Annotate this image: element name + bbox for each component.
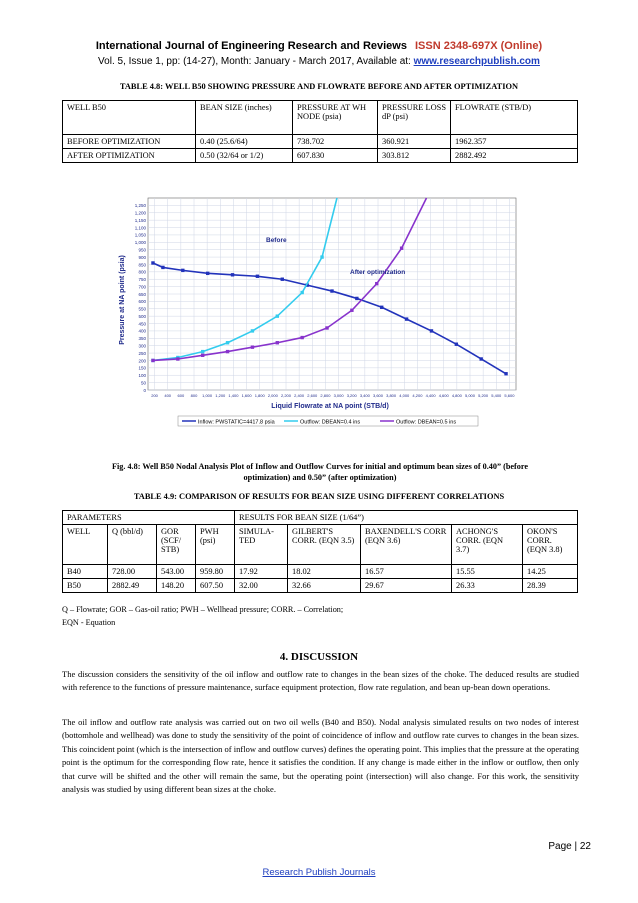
figure-caption-line-2: optimization) and 0.50” (after optimization) xyxy=(243,473,397,482)
x-tick-label: 1,600 xyxy=(241,393,252,398)
series-point-0 xyxy=(405,317,408,320)
x-tick-label: 1,800 xyxy=(254,393,265,398)
table-cell: 28.39 xyxy=(523,579,578,593)
table-cell: 148.20 xyxy=(157,579,196,593)
series-point-0 xyxy=(161,266,164,269)
table-row xyxy=(63,579,578,593)
series-point-2 xyxy=(251,345,254,348)
y-tick-label: 400 xyxy=(138,328,146,334)
y-tick-label: 1,000 xyxy=(134,240,146,246)
x-tick-label: 4,600 xyxy=(438,393,449,398)
y-tick-label: 1,050 xyxy=(134,232,146,238)
chart-y-label: Pressure at NA point (psia) xyxy=(119,255,126,345)
table-cell: B40 xyxy=(63,565,108,579)
x-tick-label: 800 xyxy=(190,393,198,398)
table-cell: BEFORE OPTIMIZATION xyxy=(63,135,196,149)
x-tick-label: 5,600 xyxy=(504,393,515,398)
x-tick-label: 200 xyxy=(151,393,158,398)
y-tick-label: 200 xyxy=(138,358,146,364)
x-tick-label: 3,000 xyxy=(333,393,344,398)
table-header-cell: SIMULA- TED xyxy=(235,525,288,565)
series-point-0 xyxy=(206,272,209,275)
x-tick-label: 3,600 xyxy=(372,393,384,398)
y-tick-label: 450 xyxy=(138,321,146,327)
series-point-0 xyxy=(330,289,333,292)
table-cell: 2882.49 xyxy=(108,579,157,593)
table-cell: 0.50 (32/64 or 1/2) xyxy=(196,149,293,163)
x-tick-label: 3,800 xyxy=(386,393,397,398)
section-heading: 4. DISCUSSION xyxy=(279,651,359,663)
table-cell: 32.00 xyxy=(235,579,288,593)
annotation-before: Before xyxy=(266,237,287,244)
series-point-0 xyxy=(181,269,184,272)
y-tick-label: 1,250 xyxy=(134,203,146,209)
y-tick-label: 50 xyxy=(140,380,146,386)
x-tick-label: 2,400 xyxy=(294,393,305,398)
x-tick-label: 4,200 xyxy=(412,393,423,398)
y-tick-label: 1,200 xyxy=(134,210,146,216)
table-cell: 29.67 xyxy=(361,579,452,593)
y-tick-label: 750 xyxy=(138,277,146,283)
series-point-2 xyxy=(400,247,403,250)
y-tick-label: 550 xyxy=(138,306,146,312)
x-tick-label: 4,000 xyxy=(399,393,410,398)
table-header-cell: WELL xyxy=(63,525,108,565)
x-tick-label: 3,200 xyxy=(346,393,357,398)
x-tick-label: 4,400 xyxy=(425,393,436,398)
x-tick-label: 5,000 xyxy=(464,393,476,398)
series-point-0 xyxy=(504,372,507,375)
table-cell: 14.25 xyxy=(523,565,578,579)
table-cell: 543.00 xyxy=(157,565,196,579)
paragraph-2: The oil inflow and outflow rate analysis was carried out on two oil wells (B40 and B50). Nodal analysis simulated results on two nodes of interest (bottomhole and wellhead) was done to study the sensitivity of the point of coincidence of inflow and outflow rate curves to changes in the bean sizes. This coincident point (which is the intersection of inflow and outflow curves) defines the operating point. This implies that the pressure at the operating point is the optimum for the corresponding flow rate, hence it satisfies the condition. If any change is made either in the inflow or outflow, then only that curve will be shifted and the other will remain the same, but the operating point (intersection) will also change. For this work, the sensitivity analysis was studied by using different bean sizes at the choke. xyxy=(62,717,579,795)
table-header-cell: Q (bbl/d) xyxy=(108,525,157,565)
series-point-1 xyxy=(201,350,204,353)
table-cell: 360.921 xyxy=(378,135,451,149)
y-tick-label: 0 xyxy=(143,387,146,393)
table-4-8 xyxy=(62,100,578,163)
series-point-1 xyxy=(300,291,303,294)
table-header-cell: GILBERT'S CORR. (EQN 3.5) xyxy=(288,525,361,565)
x-tick-label: 1,000 xyxy=(202,393,213,398)
table-note-2: EQN - Equation xyxy=(62,618,116,627)
table-header-cell: ACHONG'S CORR. (EQN 3.7) xyxy=(452,525,523,565)
table-cell: 303.812 xyxy=(378,149,451,163)
legend-label-inflow: Inflow: PWSTATIC=4417.8 psia xyxy=(198,419,275,426)
table-cell: 959.80 xyxy=(196,565,235,579)
table-header-cell: BAXENDELL'S CORR (EQN 3.6) xyxy=(361,525,452,565)
table-row xyxy=(63,135,578,149)
volume-line xyxy=(0,56,638,67)
legend-label-outflow-05: Outflow: DBEAN=0.5 ins xyxy=(396,419,457,426)
figure-caption xyxy=(70,461,570,483)
series-point-0 xyxy=(256,275,259,278)
series-point-1 xyxy=(276,314,279,317)
paragraph-1: The discussion considers the sensitivity of the oil inflow and outflow rate to changes in the bean sizes of the choke. The deduced results are studied with reference to the functions of pressure maintenance, surface equipment protection, flow rate regulation, and bean up-bean down operations. xyxy=(62,669,579,693)
x-tick-label: 5,400 xyxy=(491,393,502,398)
x-tick-label: 4,800 xyxy=(451,393,462,398)
series-point-1 xyxy=(320,255,323,258)
y-tick-label: 850 xyxy=(138,262,146,268)
table-cell: 607.830 xyxy=(293,149,378,163)
series-point-1 xyxy=(226,341,229,344)
figure-caption-line-1: Fig. 4.8: Well B50 Nodal Analysis Plot of Inflow and Outflow Curves for initial and optimum bean sizes of 0.40” (before xyxy=(112,462,528,471)
x-tick-label: 5,200 xyxy=(478,393,489,398)
series-point-0 xyxy=(455,343,458,346)
y-tick-label: 700 xyxy=(138,284,146,290)
table-cell: 18.02 xyxy=(288,565,361,579)
x-tick-label: 400 xyxy=(164,393,172,398)
series-point-0 xyxy=(430,329,433,332)
x-tick-label: 600 xyxy=(177,393,185,398)
table-4-9 xyxy=(62,510,578,593)
table-cell: 15.55 xyxy=(452,565,523,579)
annotation-after-optimization: After optimization xyxy=(350,269,406,276)
y-tick-label: 150 xyxy=(138,365,146,371)
series-point-0 xyxy=(151,261,154,264)
journal-header xyxy=(0,40,638,52)
y-tick-label: 600 xyxy=(138,299,146,305)
volume-text: Vol. 5, Issue 1, pp: (14-27), Month: January - March 2017, Available at: xyxy=(98,56,414,67)
table-4-9-caption: TABLE 4.9: COMPARISON OF RESULTS FOR BEAN SIZE USING DIFFERENT CORRELATIONS xyxy=(133,492,505,501)
y-tick-label: 900 xyxy=(138,254,146,260)
table-cell: 2882.492 xyxy=(451,149,578,163)
series-point-2 xyxy=(151,359,154,362)
table-cell: 1962.357 xyxy=(451,135,578,149)
table-header-cell: WELL B50 xyxy=(63,101,196,135)
nodal-analysis-chart xyxy=(118,190,522,430)
series-point-0 xyxy=(231,273,234,276)
y-tick-label: 800 xyxy=(138,269,146,275)
table-header-cell: PWH (psi) xyxy=(196,525,235,565)
table-note-1: Q – Flowrate; GOR – Gas-oil ratio; PWH – Wellhead pressure; CORR. – Correlation; xyxy=(62,605,344,614)
y-tick-label: 650 xyxy=(138,291,146,297)
table-cell: B50 xyxy=(63,579,108,593)
table-cell: 17.92 xyxy=(235,565,288,579)
y-tick-label: 500 xyxy=(138,313,146,319)
page-number: Page | 22 xyxy=(548,841,591,852)
x-tick-label: 2,000 xyxy=(267,393,278,398)
chart-svg xyxy=(118,190,522,430)
table-row xyxy=(63,149,578,163)
x-tick-label: 3,400 xyxy=(359,393,370,398)
series-point-0 xyxy=(355,297,358,300)
table-cell: 728.00 xyxy=(108,565,157,579)
x-tick-label: 1,200 xyxy=(215,393,226,398)
series-point-0 xyxy=(479,357,482,360)
y-tick-label: 100 xyxy=(138,373,146,379)
legend-label-outflow-04: Outflow: DBEAN=0.4 ins xyxy=(300,419,361,426)
table-cell: 0.40 (25.6/64) xyxy=(196,135,293,149)
table-header-cell: BEAN SIZE (inches) xyxy=(196,101,293,135)
table-cell: 607.50 xyxy=(196,579,235,593)
series-point-2 xyxy=(325,326,328,329)
series-point-2 xyxy=(300,336,303,339)
series-point-2 xyxy=(176,357,179,360)
table-header-cell: GOR (SCF/ STB) xyxy=(157,525,196,565)
table-cell: 738.702 xyxy=(293,135,378,149)
journal-title: International Journal of Engineering Research and Reviews xyxy=(95,40,407,52)
y-tick-label: 350 xyxy=(138,336,146,342)
series-point-2 xyxy=(201,354,204,357)
y-tick-label: 1,150 xyxy=(134,217,146,223)
table-cell: 32.66 xyxy=(288,579,361,593)
series-point-2 xyxy=(375,282,378,285)
table-4-8-caption: TABLE 4.8: WELL B50 SHOWING PRESSURE AND FLOWRATE BEFORE AND AFTER OPTIMIZATION xyxy=(119,82,519,91)
table-header-cell: OKON'S CORR. (EQN 3.8) xyxy=(523,525,578,565)
chart-x-ticks xyxy=(151,393,515,398)
x-tick-label: 2,200 xyxy=(280,393,292,398)
table-cell: AFTER OPTIMIZATION xyxy=(63,149,196,163)
table-header-cell: PRESSURE AT WH NODE (psia) xyxy=(293,101,378,135)
series-point-0 xyxy=(380,306,383,309)
series-point-2 xyxy=(226,350,229,353)
y-tick-label: 300 xyxy=(138,343,146,349)
series-point-0 xyxy=(281,278,284,281)
table-row xyxy=(63,565,578,579)
series-point-2 xyxy=(276,341,279,344)
x-tick-label: 2,800 xyxy=(320,393,331,398)
publisher-footer-link[interactable]: Research Publish Journals xyxy=(262,867,376,878)
table-header-cell: PRESSURE LOSS dP (psi) xyxy=(378,101,451,135)
table-group-header: PARAMETERS xyxy=(63,511,235,525)
x-tick-label: 1,400 xyxy=(228,393,239,398)
chart-x-label: Liquid Flowrate at NA point (STB/d) xyxy=(271,403,389,410)
series-point-1 xyxy=(251,329,254,332)
series-point-2 xyxy=(350,309,353,312)
y-tick-label: 950 xyxy=(138,247,146,253)
y-tick-label: 250 xyxy=(138,350,146,356)
y-tick-label: 1,100 xyxy=(134,225,146,231)
table-group-header: RESULTS FOR BEAN SIZE (1/64”) xyxy=(235,511,578,525)
table-cell: 16.57 xyxy=(361,565,452,579)
table-cell: 26.33 xyxy=(452,579,523,593)
table-header-cell: FLOWRATE (STB/D) xyxy=(451,101,578,135)
issn: ISSN 2348-697X (Online) xyxy=(414,40,543,52)
journal-url-link[interactable]: www.researchpublish.com xyxy=(413,56,540,67)
x-tick-label: 2,600 xyxy=(307,393,318,398)
